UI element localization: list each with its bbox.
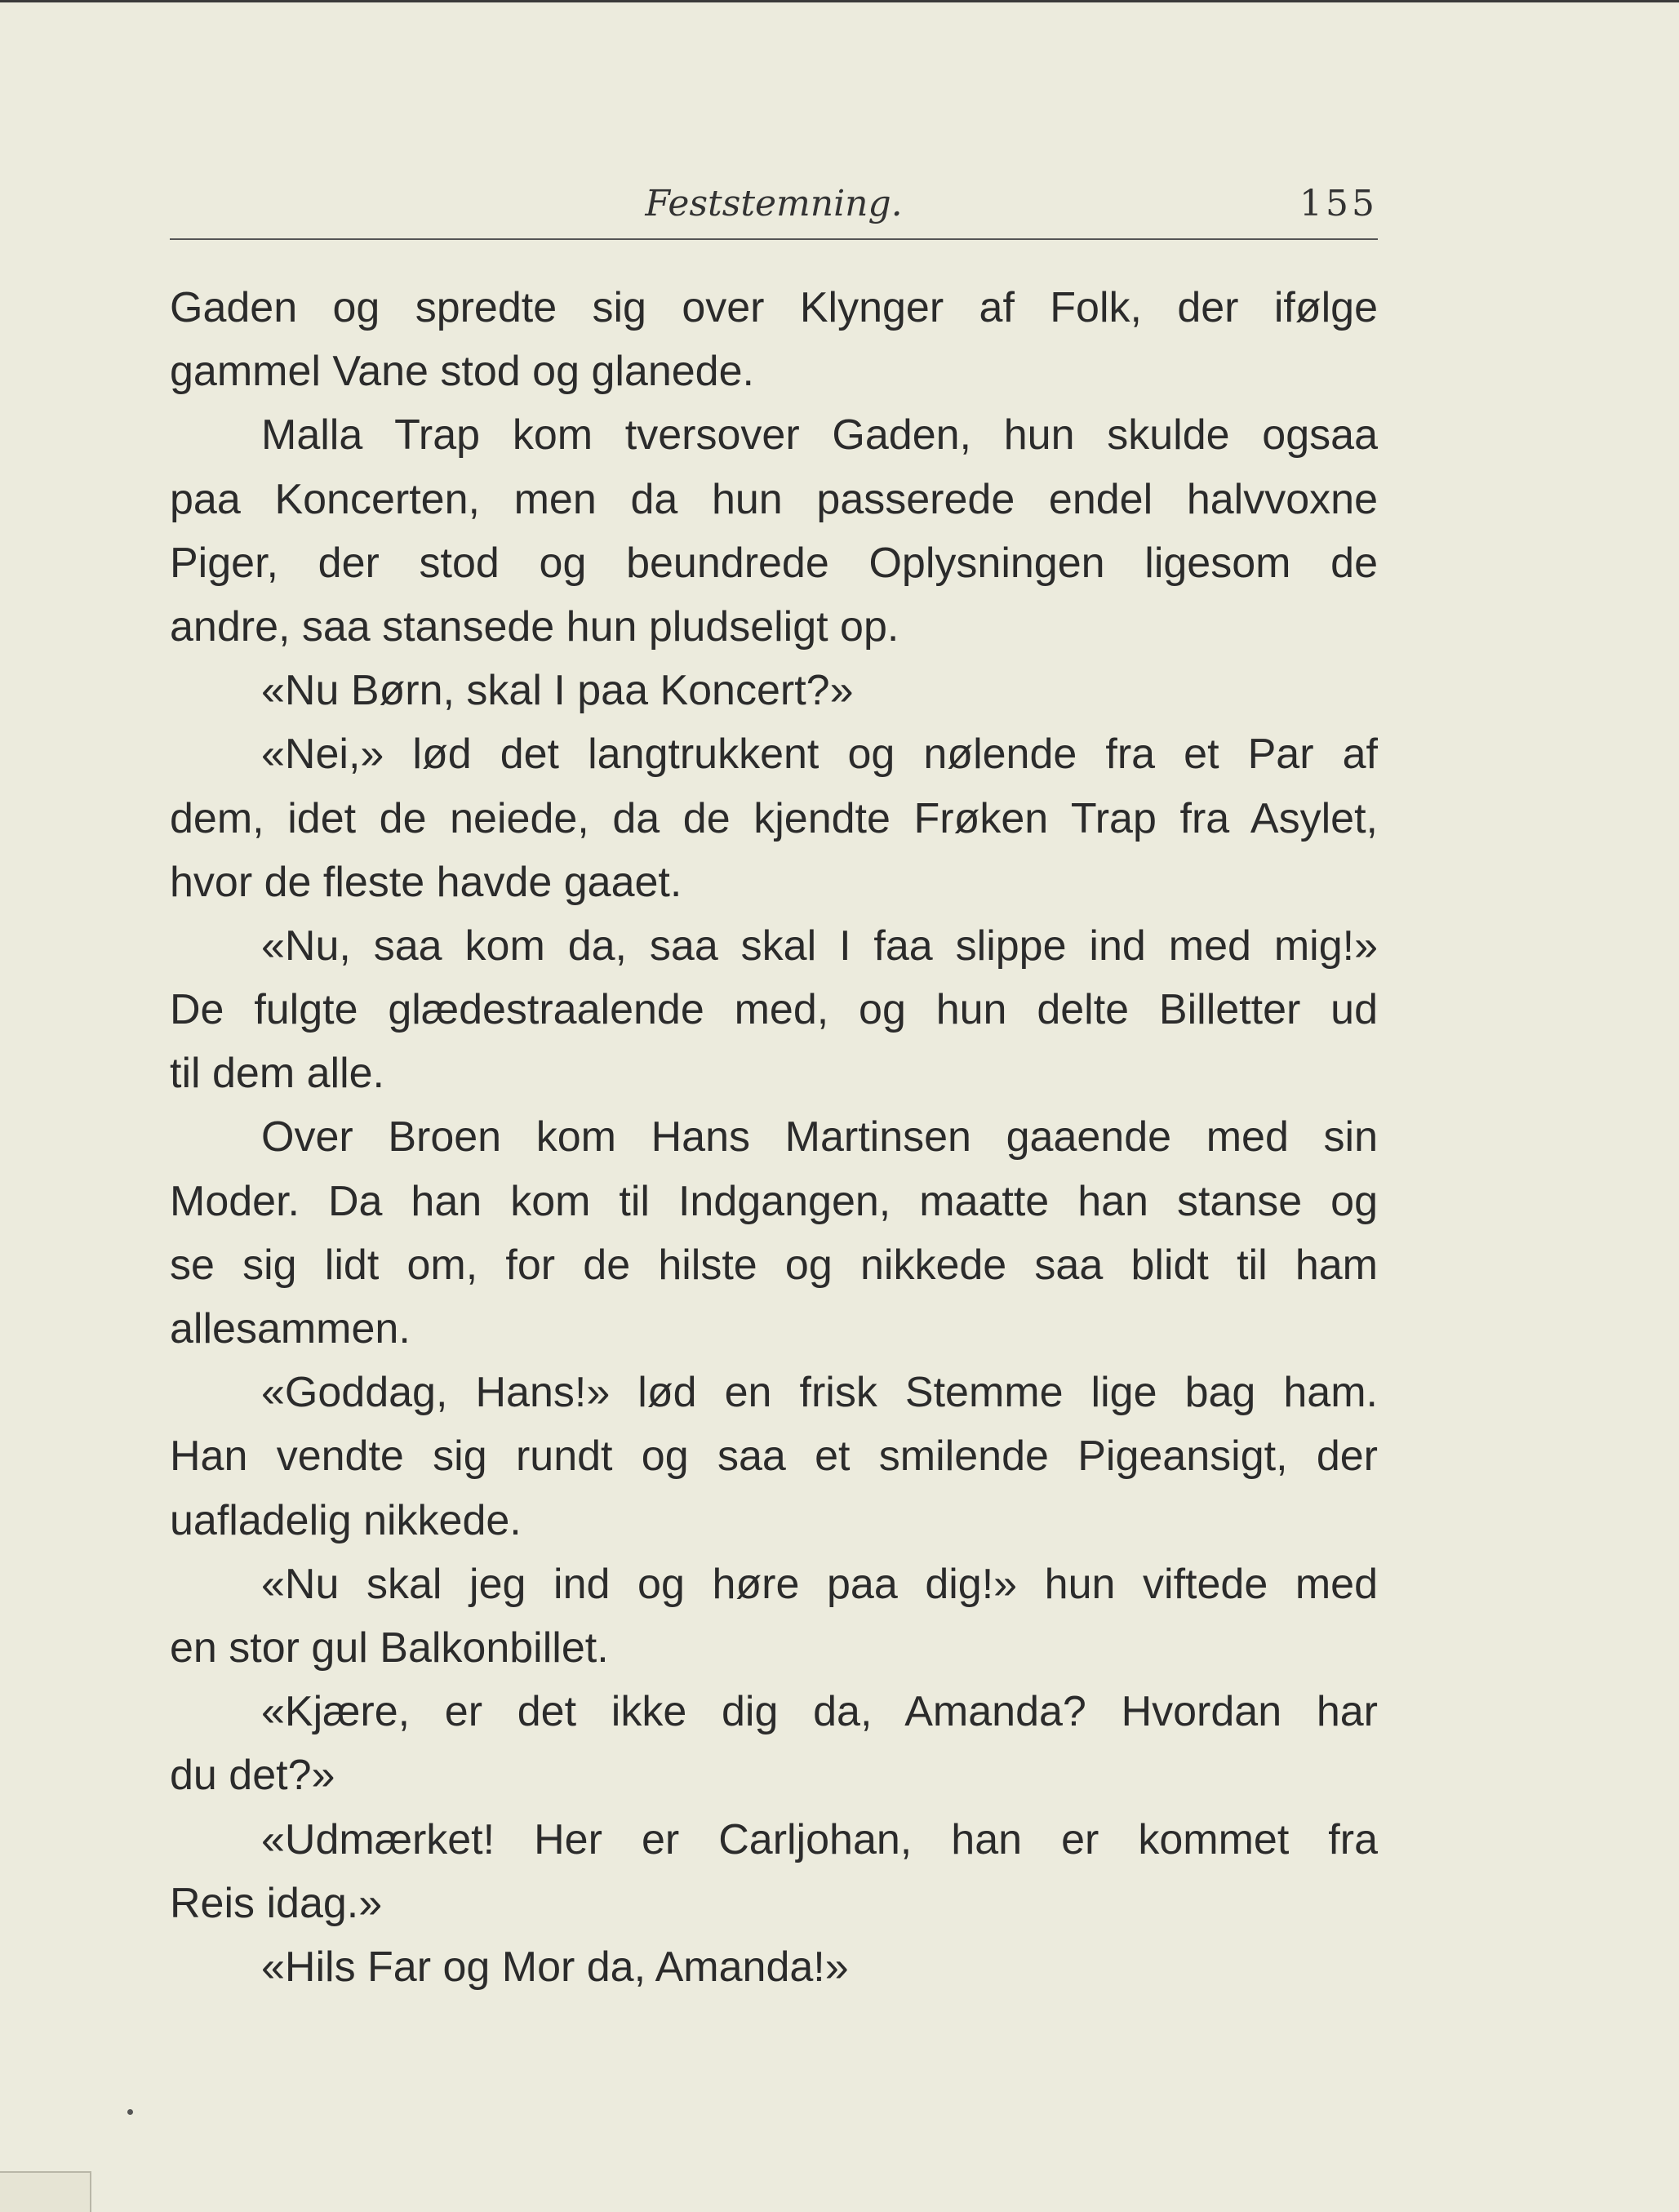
text-line: en stor gul Balkonbillet. xyxy=(170,1623,609,1672)
text-line: andre, saa stansede hun pludseligt op. xyxy=(170,602,899,651)
text-line: De fulgte glædestraalende med, og hun delte Billetter ud xyxy=(170,986,1378,1034)
scan-corner-mark xyxy=(0,2171,91,2212)
text-line: «Kjære, er det ikke dig da, Amanda? Hvordan har xyxy=(261,1688,1378,1736)
text-line: allesammen. xyxy=(170,1305,411,1353)
text-line: Gaden og spredte sig over Klynger af Folk, der ifølge xyxy=(170,284,1378,331)
text-line: gammel Vane stod og glanede. xyxy=(170,348,754,396)
text-line: «Udmærket! Her er Carljohan, han er kommet fra xyxy=(261,1815,1378,1863)
header-rule xyxy=(170,238,1378,240)
text-line: du det?» xyxy=(170,1752,335,1800)
text-line: «Nu skal jeg ind og høre paa dig!» hun viftede med xyxy=(261,1560,1378,1608)
text-line: «Goddag, Hans!» lød en frisk Stemme lige bag ham. xyxy=(261,1369,1378,1417)
ink-speck xyxy=(127,2109,133,2115)
text-line: se sig lidt om, for de hilste og nikkede saa blidt til ham xyxy=(170,1241,1378,1289)
text-line: Over Broen kom Hans Martinsen gaaende med sin xyxy=(261,1113,1378,1162)
text-line: «Nei,» lød det langtrukkent og nølende fra et Par af xyxy=(261,731,1378,779)
scan-top-edge xyxy=(0,0,1679,2)
text-line: hvor de fleste havde gaaet. xyxy=(170,858,682,906)
text-line: dem, idet de neiede, da de kjendte Frøken Trap fra Asylet, xyxy=(170,794,1378,842)
page-number: 155 xyxy=(1299,183,1378,224)
text-line: «Nu, saa kom da, saa skal I faa slippe ind med mig!» xyxy=(261,922,1378,970)
body-text xyxy=(170,276,1378,1999)
text-line: Han vendte sig rundt og saa et smilende Pigeansigt, der xyxy=(170,1432,1378,1481)
running-head xyxy=(170,175,1378,232)
text-line: uafladelig nikkede. xyxy=(170,1496,522,1544)
text-line: til dem alle. xyxy=(170,1050,384,1098)
text-line: paa Koncerten, men da hun passerede endel halvvoxne xyxy=(170,475,1378,523)
text-line: Moder. Da han kom til Indgangen, maatte han stanse og xyxy=(170,1177,1378,1225)
text-line: Piger, der stod og beundrede Oplysningen ligesom de xyxy=(170,539,1378,587)
text-line: Reis idag.» xyxy=(170,1879,383,1927)
text-line: «Nu Børn, skal I paa Koncert?» xyxy=(261,667,854,715)
running-title: Feststemning. xyxy=(645,183,903,224)
text-line: Malla Trap kom tversover Gaden, hun skulde ogsaa xyxy=(261,411,1378,460)
text-line: «Hils Far og Mor da, Amanda!» xyxy=(261,1943,849,1991)
